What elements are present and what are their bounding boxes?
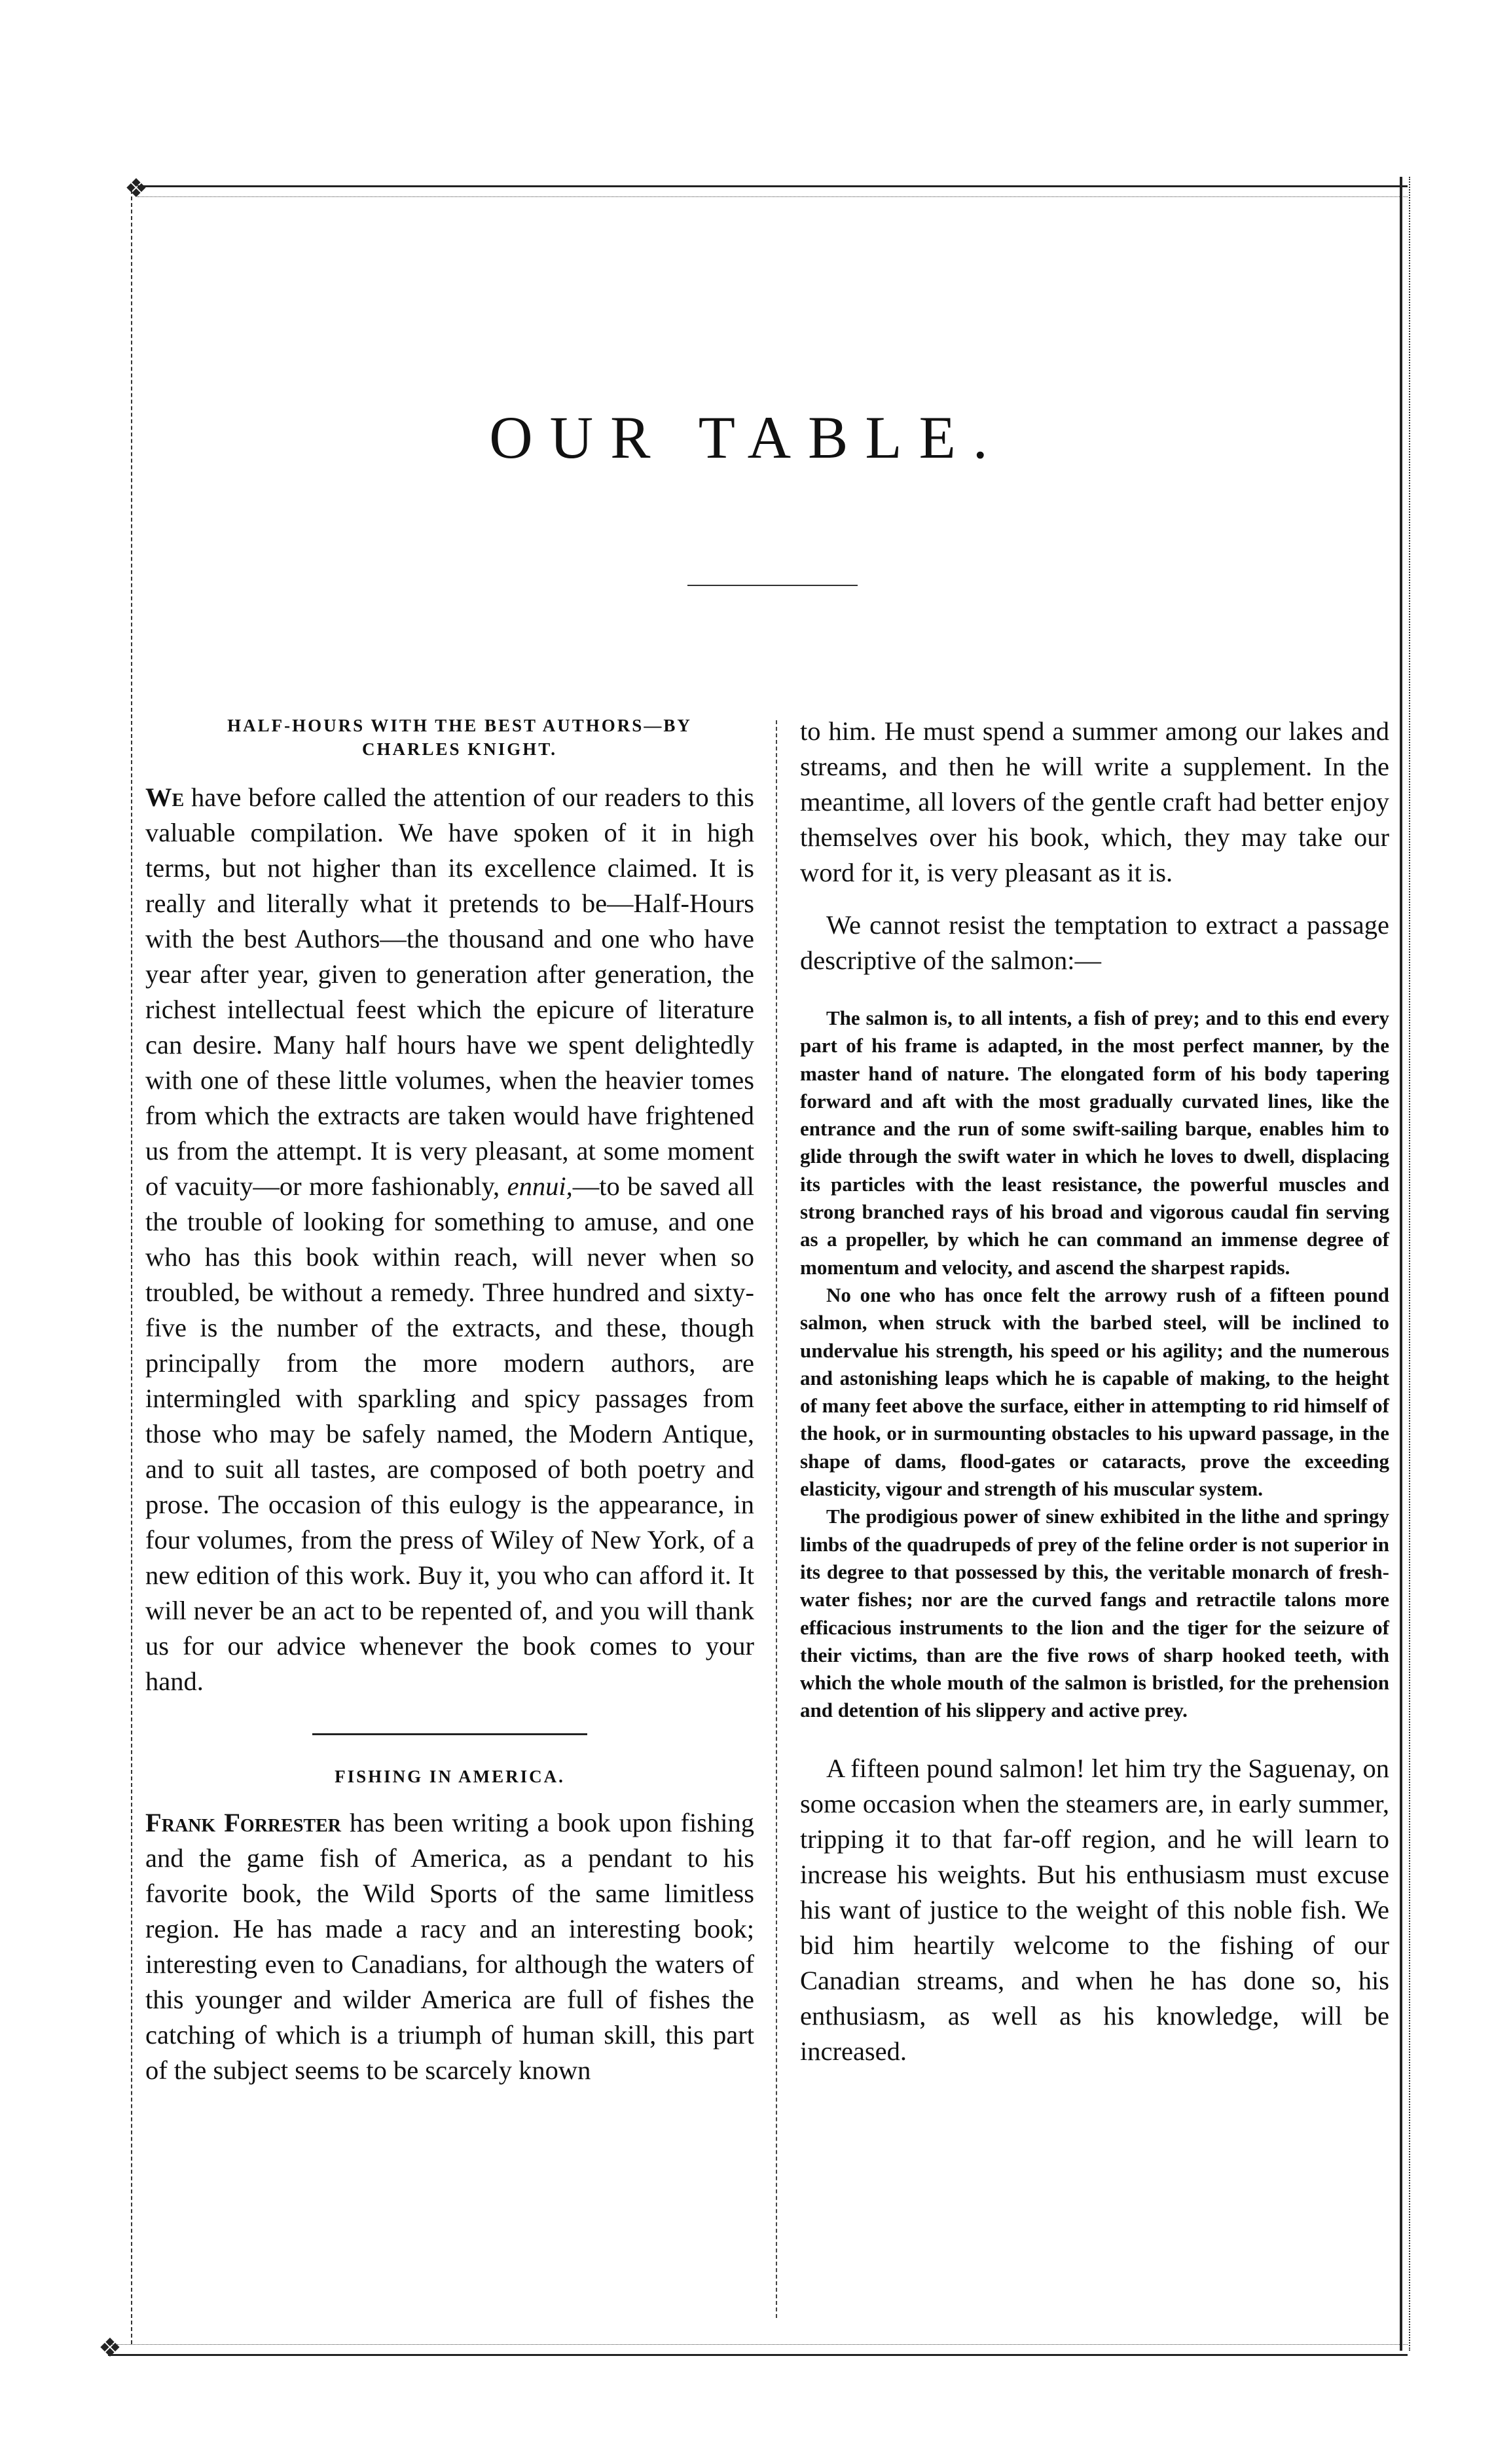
corner-ornament-icon: ❖ (124, 174, 148, 203)
heading-line: CHARLES KNIGHT. (361, 739, 558, 760)
paragraph-text: —to be saved all the trouble of looking for something to amuse, and one who has this book within reach, will never when so troubled, be without a remedy. Three hundred and sixty-five is the number of the extracts, and these, though principally from the more modern authors, are intermingled with sparkling and spicy passages from those who may be safely named, the Modern Antique, and to suit all tastes, are composed of both poetry and prose. The occasion of this eulogy is the appearance, in four volumes, from the press of Wiley of New York, of a new edition of this work. Buy it, you who can afford it. It will never be an act to be repented of, and you will thank us for our advice whenever the book comes to your hand. (145, 1171, 755, 1696)
page-title: OUR TABLE. (489, 404, 1005, 471)
block-quote (800, 1004, 1389, 1725)
article-paragraph: We cannot resist the temptation to extract a passage descriptive of the salmon:— (800, 910, 1389, 975)
lead-words: Frank Forrester (145, 1807, 341, 1837)
column-divider (776, 720, 777, 2318)
right-column (800, 714, 1389, 2069)
article-paragraph: to him. He must spend a summer among our lakes and streams, and then he will write a supplement. In the meantime, all lovers of the gentle craft had better enjoy themselves over his book, which, they may take our word for it, is very pleasant as it is. (800, 716, 1389, 887)
article-paragraph (145, 780, 754, 1699)
quote-paragraph: The prodigious power of sinew exhibited in the lithe and springy limbs of the quadrupeds of prey of the feline order is not superior in its degree to that possessed by this, the veritable monarch of fresh-water fishes; nor are the curved fangs and retractile talons more efficacious instruments to the lion and the tiger for the seizure of their victims, than are the five rows of sharp hooked teeth, with which the whole mouth of the salmon is bristled, for the prehension and detention of his slippery and active prey. (800, 1505, 1389, 1722)
left-column (145, 714, 754, 2088)
heading-line: HALF-HOURS WITH THE BEST AUTHORS—BY (227, 716, 692, 735)
border-right (1400, 177, 1410, 2351)
paragraph-text: has been writing a book upon fishing and the game fish of America, as a pendant to his favorite book, the Wild Sports of the same limitless region. He has made a racy and an interesting book; interesting even to Canadians, for although the waters of this younger and wilder America are full of fishes the catching of which is a triumph of human skill, this part of the subject seems to be scarcely known (145, 1807, 754, 2085)
article-heading: FISHING IN AMERICA. (335, 1766, 565, 1786)
border-bottom (108, 2344, 1408, 2356)
border-top (137, 185, 1408, 197)
article-paragraph (145, 1805, 754, 2088)
border-left (131, 190, 135, 2344)
paragraph-text: have before called the attention of our readers to this valuable compilation. We have spoken of it in high terms, but not higher than its excellence claimed. It is really and literally what it pretends to be—Half-Hours with the best Authors—the thousand and one who have year after year, given to generation after generation, the richest intellectual feest which the epicure of literature can desire. Many half hours have we spent delightedly with one of these little volumes, when the heavier tomes from which the extracts are taken would have frightened us from the attempt. It is very pleasant, at some moment of vacuity—or more fashionably, (145, 782, 754, 1201)
article-heading (165, 714, 754, 762)
italic-text: ennui, (507, 1171, 573, 1201)
quote-paragraph: No one who has once felt the arrowy rush of a fifteen pound salmon, when struck with the barbed steel, will be inclined to undervalue his strength, his speed or his agility; and the numerous and astonishing leaps which he is capable of making, to the height of many feet above the surface, either in attempting to rid himself of the hook, or in surmounting obstacles to his upward passage, in the shape of dams, flood-gates or cataracts, prove the exceeding elasticity, vigour and strength of his muscular system. (800, 1283, 1389, 1501)
section-divider (312, 1733, 587, 1735)
quote-paragraph: The salmon is, to all intents, a fish of prey; and to this end every part of his frame is adapted, in the most perfect manner, by the master hand of nature. The elongated form of his body tapering forward and aft with the most gradually curvated lines, like the entrance and the run of some swift-sailing barque, enables him to glide through the swift water in which he loves to dwell, displacing its particles with the least resistance, the powerful muscles and strong branched rays of his broad and vigorous caudal fin serving as a propeller, by which he can command an immense degree of momentum and velocity, and ascend the sharpest rapids. (800, 1006, 1389, 1279)
corner-ornament-icon: ❖ (98, 2333, 122, 2363)
article-paragraph: A fifteen pound salmon! let him try the Saguenay, on some occasion when the steamers are, in early summer, tripping it to that far-off region, and he will learn to increase his weights. But his enthusiasm must excuse his want of justice to the weight of this noble fish. We bid him heartily welcome to the fishing of our Canadian streams, and when he has done so, his enthusiasm, as well as his knowledge, will be increased. (800, 1753, 1389, 2066)
spacer (800, 891, 1389, 908)
lead-words: We (145, 782, 185, 812)
title-divider (687, 585, 858, 586)
